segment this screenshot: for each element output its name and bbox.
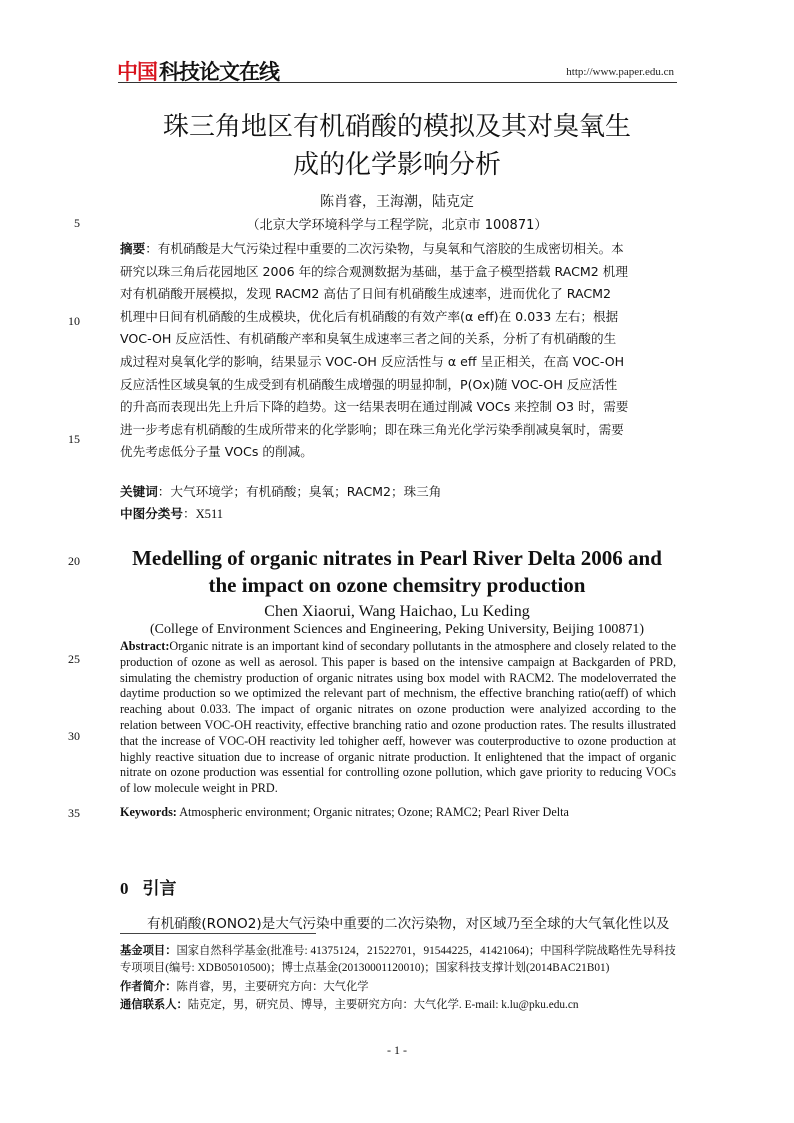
- keywords-en-label: Keywords:: [120, 805, 177, 819]
- section-title: 引言: [142, 879, 177, 899]
- fund-label: 基金项目：: [120, 944, 177, 957]
- keywords-en: [120, 805, 569, 820]
- author-text: 陈肖睿，男，主要研究方向：大气化学: [176, 980, 369, 993]
- abstract-cn-line: 成过程对臭氧化学的影响，结果显示 VOC-OH 反应活性与 α eff 呈正相关，在高 VOC-OH: [120, 353, 625, 369]
- body-paragraph: 有机硝酸(RONO2)是大气污染中重要的二次污染物，对区域乃至全球的大气氧化性以及: [147, 916, 670, 932]
- title-en: [100, 545, 694, 599]
- line-number: 15: [68, 432, 80, 446]
- section-heading: [120, 874, 177, 899]
- abstract-cn-line: 研究以珠三角后花园地区 2006 年的综合观测数据为基础，基于盒子模型搭载 RACM2 机理: [120, 263, 628, 279]
- abstract-en: [120, 639, 676, 797]
- abstract-cn-line: 对有机硝酸开展模拟，发现 RACM2 高估了日间有机硝酸生成速率，进而优化了 RACM2: [120, 286, 612, 302]
- line-number: 35: [68, 806, 80, 820]
- abstract-en-text: Organic nitrate is an important kind of secondary pollutants in the atmosphere and closely related to the production of ozone as well as aerosol. This paper is based on the intensive campaign at Backgarden of PRD, simulating the chemistry production of organic nitrates using box model with RACM2. The modeloverrated the daytime production so we optimized the relevant part of mechnism, the effective branching ratio(αeff) of which reaching about 0.033. The impact of organic nitrates on ozone production were analyized according to the relation between VOC-OH reactivity, effective branching ratio and ozone production rates. The results illustrated that the increase of VOC-OH reactivity led tohigher αeff, however was couterproductive to ozone production at highly reactive situation due to increase of organic nitrate production. It enlightened that the impact of organic nitrate on ozone production was essential for controlling ozone pollution, which gave priority to reducing VOCs of low molecule weight in PRD.: [120, 639, 676, 796]
- abstract-cn-line: VOC-OH 反应活性、有机硝酸产率和臭氧生成速率三者之间的关系，分析了有机硝酸的生: [120, 331, 617, 347]
- line-number: 25: [68, 652, 80, 666]
- logo-graphic: [117, 58, 290, 84]
- line-number: 30: [68, 729, 80, 743]
- abstract-cn: [120, 238, 676, 464]
- header-rule: [118, 82, 677, 83]
- line-number: 20: [68, 554, 80, 568]
- keywords-en-text: Atmospheric environment; Organic nitrates; Ozone; RAMC2; Pearl River Delta: [176, 805, 569, 819]
- contact-label: 通信联系人：: [120, 997, 188, 1011]
- classification-code: ：X511: [182, 507, 224, 521]
- svg-text:科技论文在线: 科技论文在线: [159, 60, 279, 84]
- title-en-line-1: Medelling of organic nitrates in Pearl River Delta 2006 and: [132, 546, 662, 570]
- page-number: - 1 -: [387, 1043, 407, 1057]
- classification-cn: [120, 503, 223, 522]
- footnote-rule: [120, 933, 316, 934]
- author-note: [120, 978, 676, 996]
- journal-logo: [117, 58, 290, 84]
- classification-label: 中图分类号: [120, 506, 183, 521]
- title-en-line-2: the impact on ozone chemsitry production: [208, 573, 586, 597]
- footnotes: [120, 942, 676, 1014]
- section-number: 0: [120, 879, 129, 898]
- fund-text: 国家自然科学基金(批准号: 41375124，21522701，91544225，41421064)；中国科学院战略性先导科技专项项目(编号: XDB05010500)；博士点基金(20130001120010)；国家科技支撑计划(2014BAC21B01): [120, 945, 676, 975]
- abstract-en-label: Abstract:: [120, 639, 170, 653]
- header-url[interactable]: http://www.paper.edu.cn: [566, 66, 674, 78]
- abstract-cn-line: 摘要：有机硝酸是大气污染过程中重要的二次污染物，与臭氧和气溶胶的生成密切相关。本: [120, 241, 624, 256]
- abstract-cn-line: 的升高而表现出先上升后下降的趋势。这一结果表明在通过削减 VOCs 来控制 O3 时，需要: [120, 399, 629, 415]
- line-number: 10: [68, 314, 80, 328]
- svg-text:中国: 中国: [117, 60, 157, 84]
- abstract-cn-line: 反应活性区域臭氧的生成受到有机硝酸生成增强的明显抑制，P(Ox)随 VOC-OH 反应活性: [120, 376, 618, 392]
- authors-cn: 陈肖睿，王海潮，陆克定: [320, 195, 474, 210]
- abstract-cn-line: 机理中日间有机硝酸的生成模块，优化后有机硝酸的有效产率(α eff)在 0.033 左右；根据: [120, 308, 619, 324]
- keywords-cn-label: 关键词: [120, 484, 158, 499]
- affiliation-cn: （北京大学环境科学与工程学院，北京市 100871）: [246, 218, 548, 233]
- keywords-cn-text: ：大气环境学；有机硝酸；臭氧；RACM2；珠三角: [157, 484, 442, 499]
- fund-note: [120, 942, 676, 978]
- title-cn-line-2: 成的化学影响分析: [292, 150, 501, 180]
- contact-note: [120, 996, 676, 1014]
- abstract-cn-line: 优先考虑低分子量 VOCs 的削减。: [120, 444, 313, 460]
- title-cn: [80, 108, 714, 184]
- affiliation-en: (College of Environment Sciences and Engineering, Peking University, Beijing 100871): [149, 622, 645, 637]
- keywords-cn: [120, 481, 441, 500]
- authors-en: Chen Xiaorui, Wang Haichao, Lu Keding: [264, 603, 530, 620]
- title-cn-line-1: 珠三角地区有机硝酸的模拟及其对臭氧生: [162, 112, 631, 142]
- line-number: 5: [74, 216, 80, 230]
- abstract-cn-line: 进一步考虑有机硝酸的生成所带来的化学影响；即在珠三角光化学污染季削减臭氧时，需要: [120, 421, 624, 437]
- contact-text: 陆克定，男，研究员、博导，主要研究方向：大气化学. E-mail: k.lu@pku.edu.cn: [187, 998, 579, 1011]
- abstract-cn-label: 摘要: [120, 241, 146, 256]
- author-label: 作者简介：: [120, 979, 177, 993]
